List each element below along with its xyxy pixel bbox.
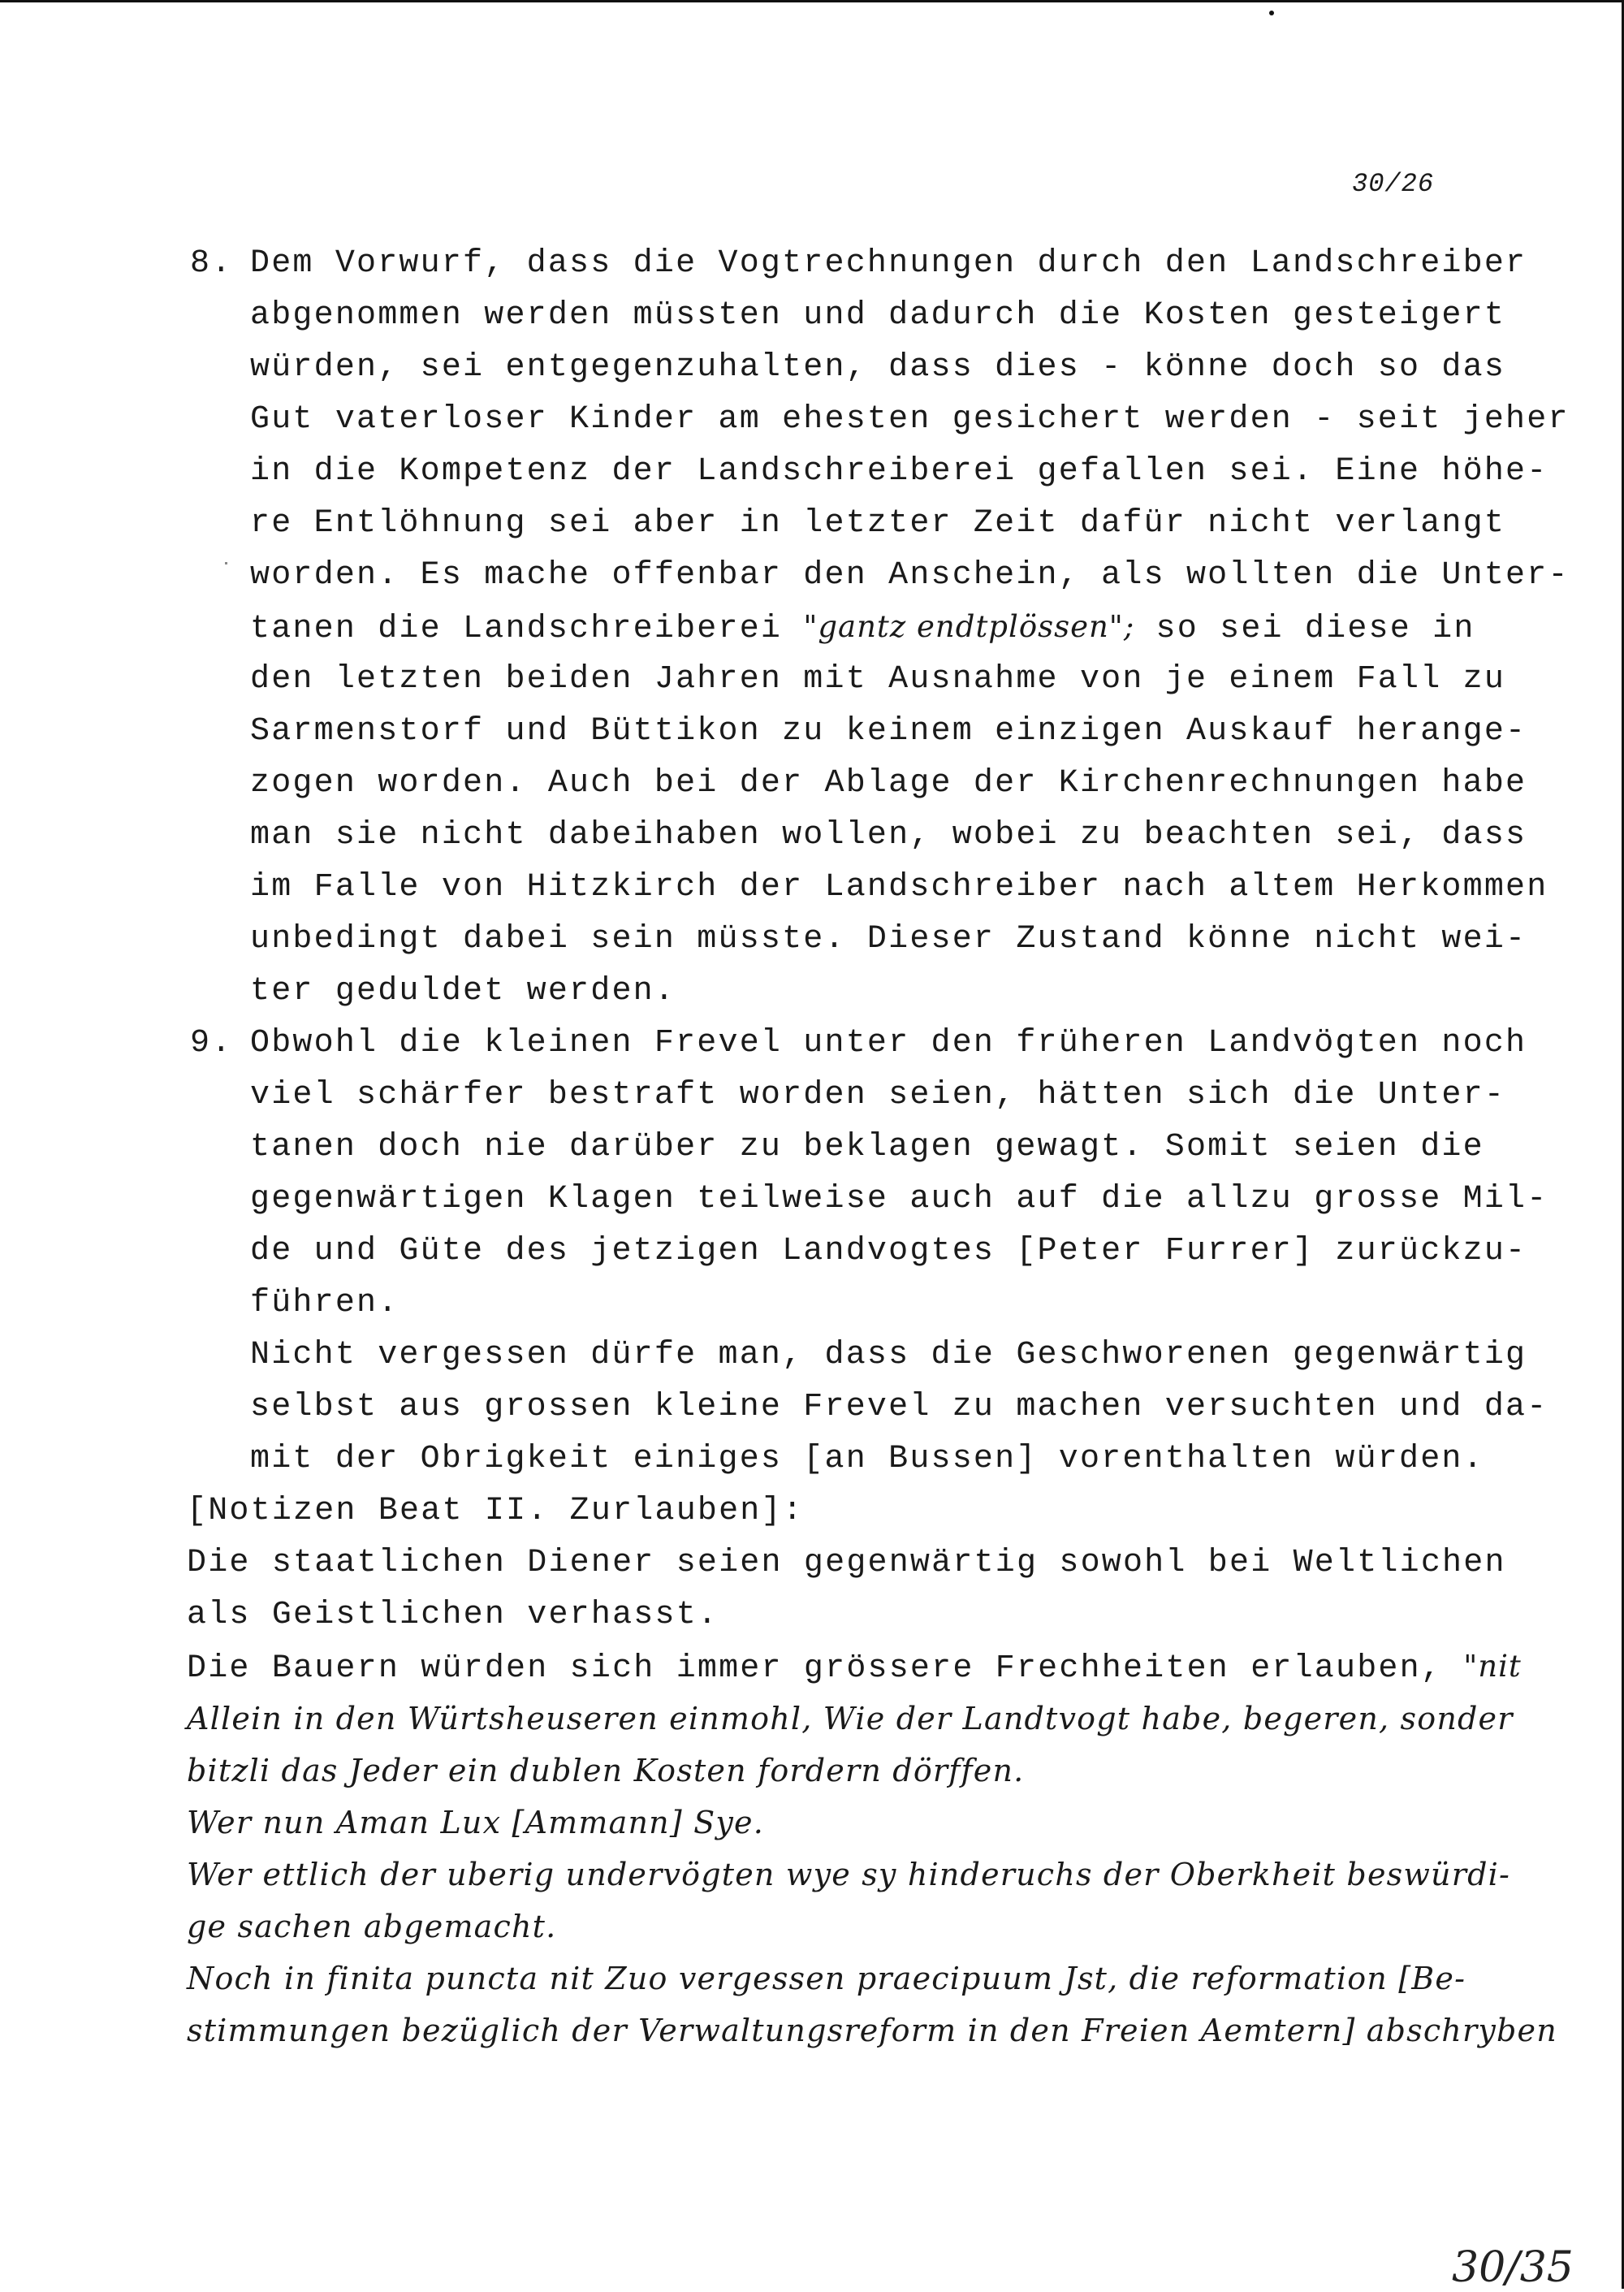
item-9-line-2: viel schärfer bestraft worden seien, hätten sich die Unter- xyxy=(250,1077,1506,1114)
item-8-line-6: re Entlöhnung sei aber in letzter Zeit dafür nicht verlangt xyxy=(250,505,1506,542)
item-8-line-13: im Falle von Hitzkirch der Landschreiber nach altem Herkommen xyxy=(250,869,1548,906)
notes-heading: [Notizen Beat II. Zurlauben]: xyxy=(187,1493,804,1529)
page-number: 30/26 xyxy=(1352,169,1435,199)
quote-line-5: ge sachen abgemacht. xyxy=(187,1909,557,1944)
item-8-line-10: Sarmenstorf und Büttikon zu keinem einzigen Auskauf herange- xyxy=(250,713,1527,750)
scan-speck xyxy=(225,562,227,564)
quote-line-7: stimmungen bezüglich der Verwaltungsreform in den Freien Aemtern] abschryben xyxy=(187,2013,1557,2048)
item-8-line-12: man sie nicht dabeihaben wollen, wobei zu beachten sei, dass xyxy=(250,817,1527,854)
item-9-line-9: mit der Obrigkeit einiges [an Bussen] vorenthalten würden. xyxy=(250,1441,1484,1477)
item-9-line-7: Nicht vergessen dürfe man, dass die Geschworenen gegenwärtig xyxy=(250,1337,1527,1373)
item-8-line-7: worden. Es mache offenbar den Anschein, als wollten die Unter- xyxy=(250,557,1570,594)
item-8-line-5: in die Kompetenz der Landschreiberei gefallen sei. Eine höhe- xyxy=(250,453,1548,490)
item-8-line-3: würden, sei entgegenzuhalten, dass dies - könne doch so das xyxy=(250,349,1506,386)
archive-stamp: 30/35 xyxy=(1452,2243,1574,2292)
item-8-line-8-end: so sei diese in xyxy=(1134,611,1475,647)
quote-line-6: Noch in finita puncta nit Zuo vergessen praecipuum Jst, die reformation [Be- xyxy=(187,1961,1466,1996)
item-8-line-4: Gut vaterloser Kinder am ehesten gesichert werden - seit jeher xyxy=(250,401,1570,438)
item-9-line-4: gegenwärtigen Klagen teilweise auch auf die allzu grosse Mil- xyxy=(250,1181,1548,1217)
scan-border-top xyxy=(0,0,1624,2)
item-9-line-6: führen. xyxy=(250,1285,400,1321)
item-8-line-15: ter geduldet werden. xyxy=(250,973,676,1010)
item-8-line-1: Dem Vorwurf, dass die Vogtrechnungen durch den Landschreiber xyxy=(250,245,1527,282)
item-8-marker: 8. xyxy=(190,245,233,282)
item-8-line-2: abgenommen werden müssten und dadurch die Kosten gesteigert xyxy=(250,297,1506,334)
item-9-line-1: Obwohl die kleinen Frevel unter den früheren Landvögten noch xyxy=(250,1025,1527,1062)
item-9-line-8: selbst aus grossen kleine Frevel zu machen versuchten und da- xyxy=(250,1389,1548,1425)
quote-line-1: Allein in den Würtsheuseren einmohl, Wie der Landtvogt habe, begeren, sonder xyxy=(187,1701,1514,1736)
quote-line-3: Wer nun Aman Lux [Ammann] Sye. xyxy=(187,1805,765,1840)
notes-line-1: Die staatlichen Diener seien gegenwärtig sowohl bei Weltlichen xyxy=(187,1545,1506,1581)
item-9-marker: 9. xyxy=(190,1025,233,1062)
quote-gantz-endtploessen: "gantz endtplössen"; xyxy=(803,609,1135,644)
item-8-line-11: zogen worden. Auch bei der Ablage der Kirchenrechnungen habe xyxy=(250,765,1527,802)
quote-line-2: bitzli das Jeder ein dublen Kosten fordern dörffen. xyxy=(187,1753,1025,1788)
item-9-line-3: tanen doch nie darüber zu beklagen gewagt. Somit seien die xyxy=(250,1129,1484,1165)
item-8-line-14: unbedingt dabei sein müsste. Dieser Zustand könne nicht wei- xyxy=(250,921,1527,958)
item-8-line-8 xyxy=(250,609,1475,647)
scan-dot xyxy=(1269,11,1274,15)
item-8-line-8-start: tanen die Landschreiberei xyxy=(250,611,804,647)
quote-line-4: Wer ettlich der uberig undervögten wye sy hinderuchs der Oberkheit beswürdi- xyxy=(187,1857,1511,1892)
notes-quote-start: "nit xyxy=(1463,1649,1522,1684)
notes-line-2: als Geistlichen verhasst. xyxy=(187,1597,719,1633)
item-9-line-5: de und Güte des jetzigen Landvogtes [Peter Furrer] zurückzu- xyxy=(250,1233,1527,1269)
notes-bauern-line xyxy=(187,1651,1522,1685)
notes-bauern-text: Die Bauern würden sich immer grössere Frechheiten erlauben, xyxy=(187,1650,1464,1687)
item-8-line-9: den letzten beiden Jahren mit Ausnahme von je einem Fall zu xyxy=(250,661,1506,698)
